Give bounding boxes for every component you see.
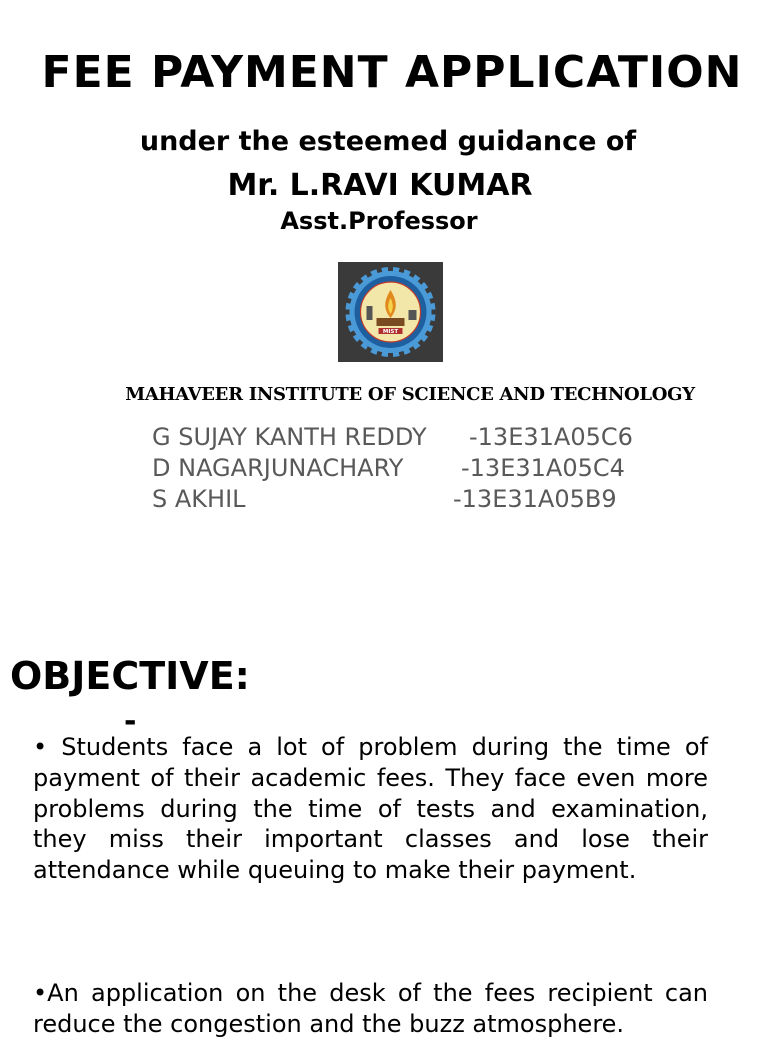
objective-heading: OBJECTIVE: (10, 654, 250, 698)
guide-role: Asst.Professor (280, 207, 478, 235)
institute-name: MAHAVEER INSTITUTE OF SCIENCE AND TECHNOLOGY (125, 384, 695, 405)
student-roll: -13E31A05B9 (453, 485, 617, 513)
logo-text: MIST (382, 329, 399, 335)
student-list (152, 422, 633, 515)
student-row (152, 422, 633, 453)
student-roll: -13E31A05C6 (469, 423, 633, 451)
institute-logo (338, 262, 443, 362)
objective-dash: - (124, 704, 137, 739)
guidance-line: under the esteemed guidance of (139, 126, 637, 157)
student-roll: -13E31A05C4 (461, 454, 625, 482)
slide-title: FEE PAYMENT APPLICATION (41, 47, 743, 98)
guide-name: Mr. L.RAVI KUMAR (227, 168, 533, 203)
objective-paragraph: • Students face a lot of problem during the time of payment of their academic fees. They face even more problems during the time of tests and examination, they miss their important classes and lose their attendance while queuing to make their payment. (33, 733, 708, 885)
institute-emblem-icon (338, 262, 443, 362)
objective-paragraph: •An application on the desk of the fees recipient can reduce the congestion and the buzz atmosphere. (33, 979, 708, 1038)
student-name: G SUJAY KANTH REDDY (152, 423, 427, 451)
student-name: S AKHIL (152, 485, 246, 513)
student-row (152, 484, 617, 515)
student-row (152, 453, 625, 484)
student-name: D NAGARJUNACHARY (152, 454, 404, 482)
